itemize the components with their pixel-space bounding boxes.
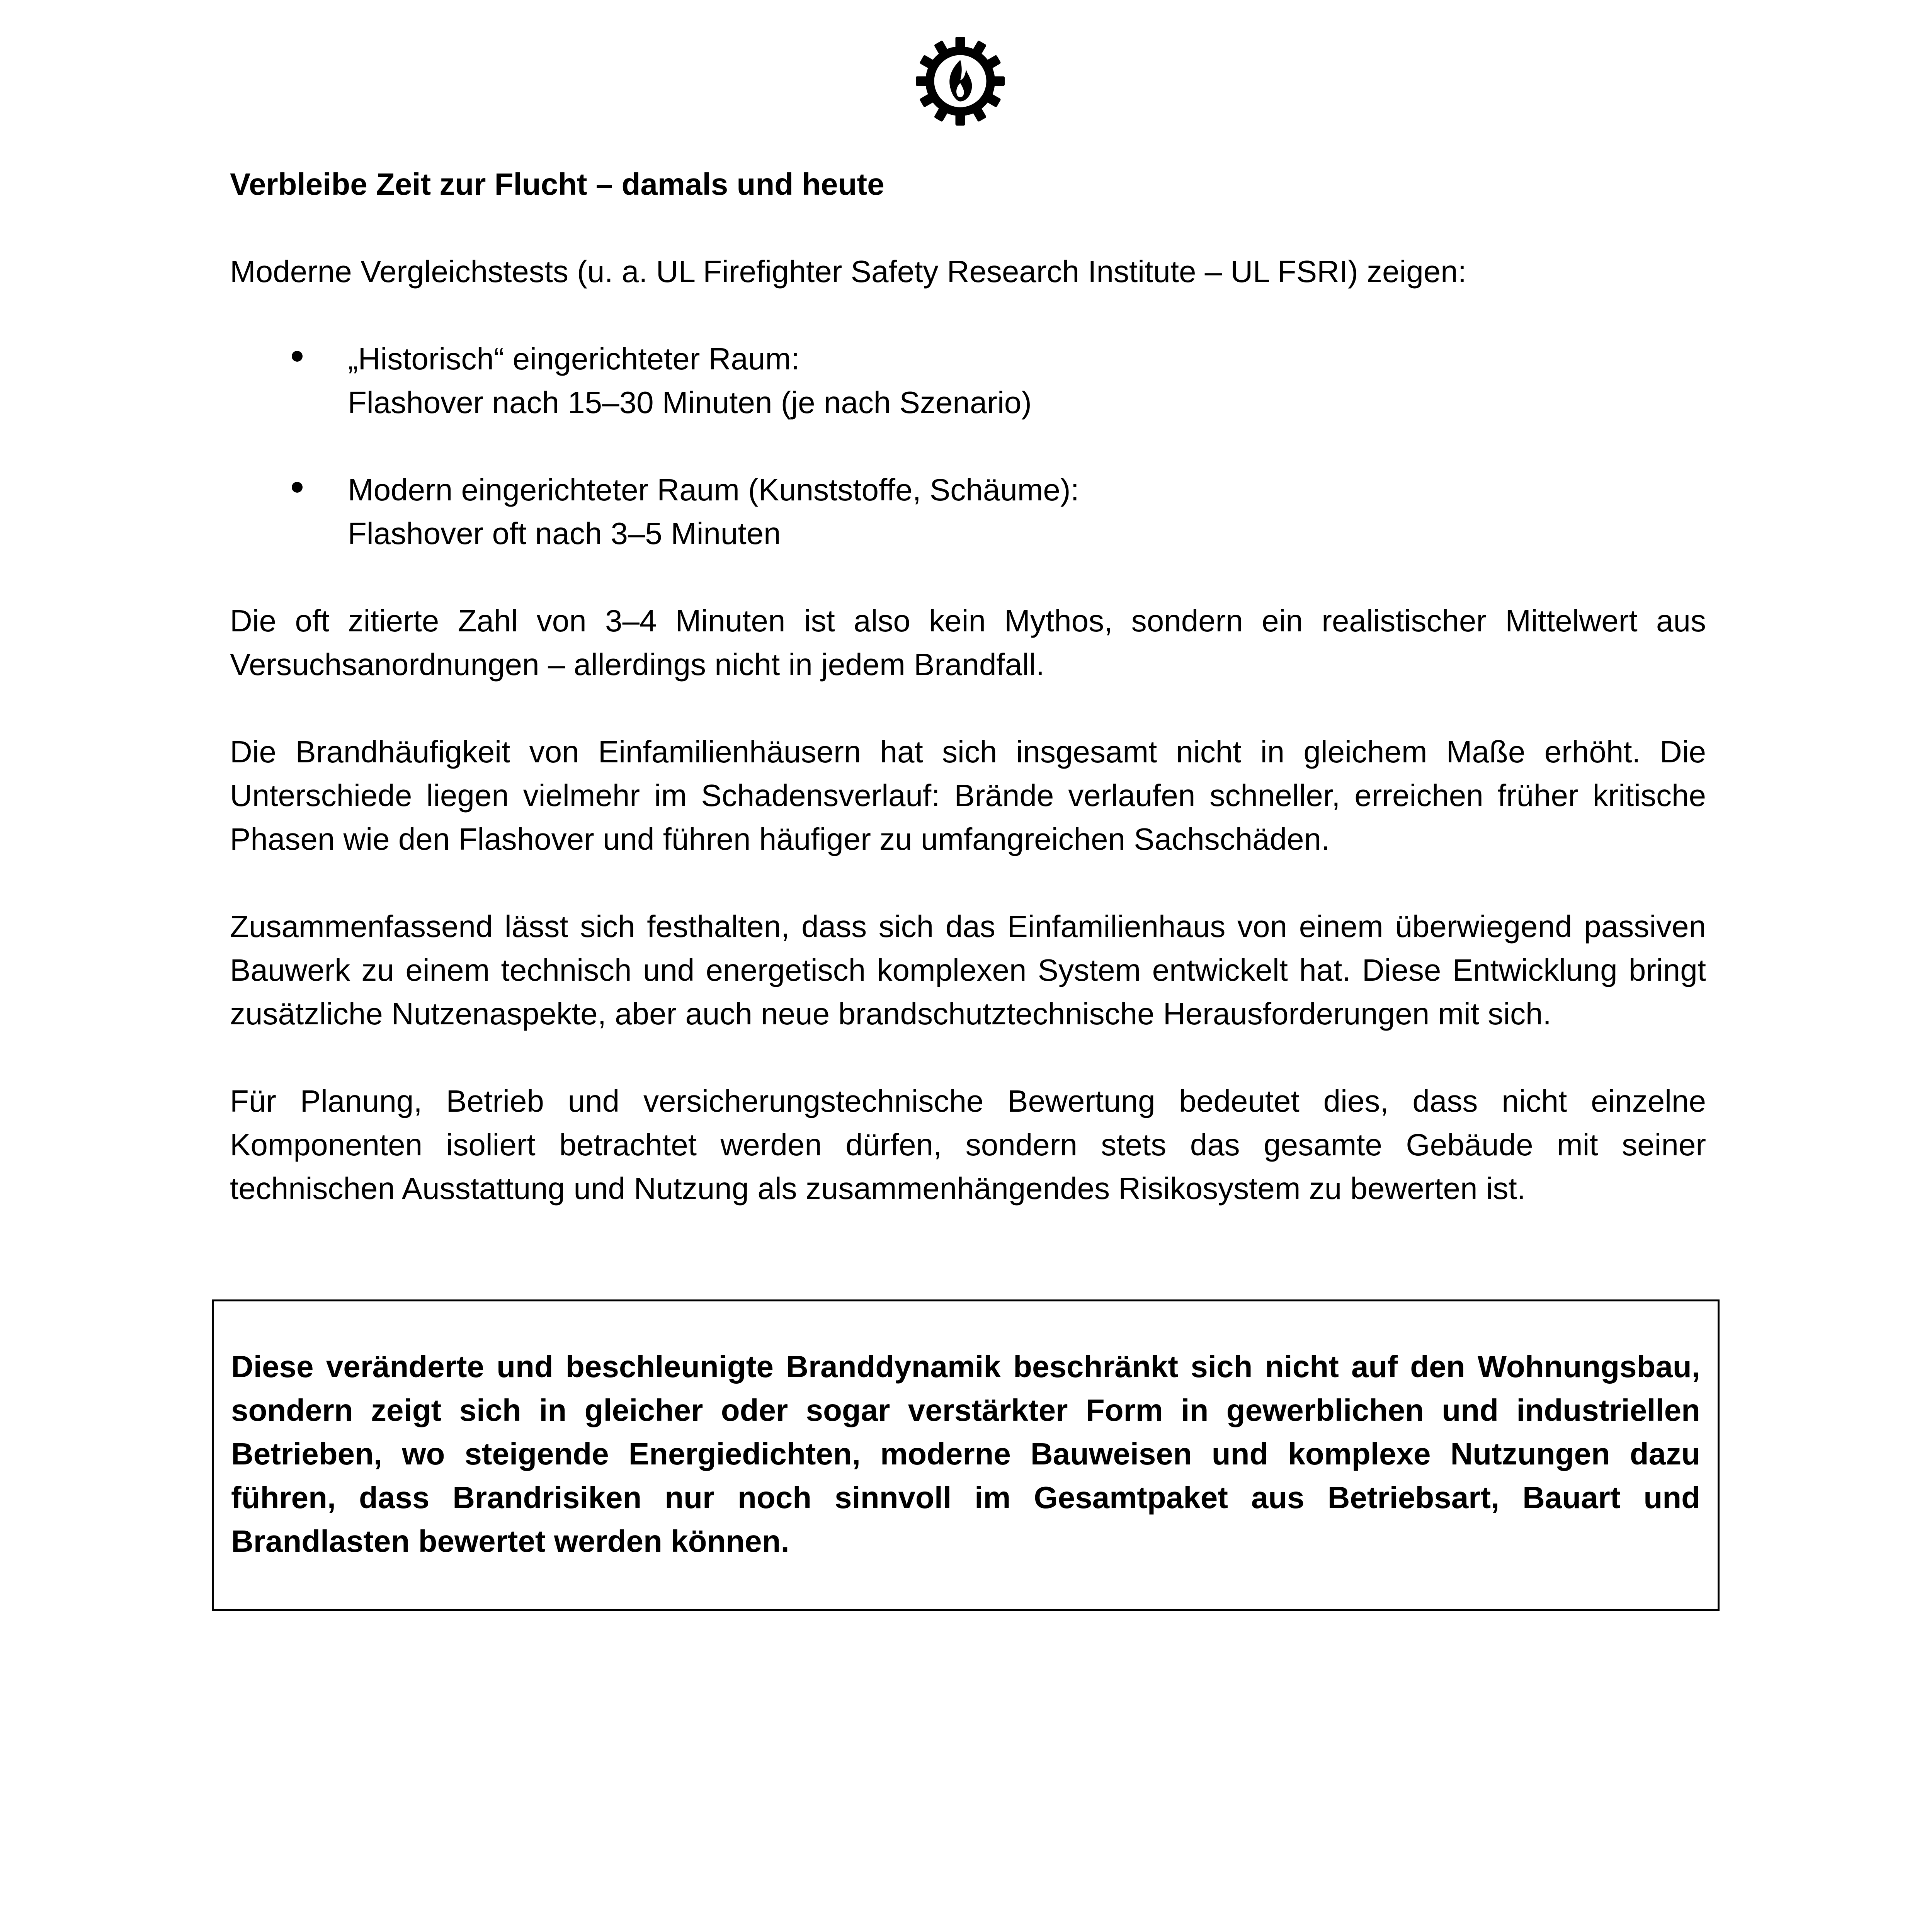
paragraph-zusammenfassung: Zusammenfassend lässt sich festhalten, dass sich das Einfamilienhaus von einem überwiegend passiven Bauwerk zu einem technisch und energetisch komplexen System entwickelt hat. Diese Entwicklung bringt zusätzliche Nutzenaspekte, aber auch neue brandschutztechnische Herausforderungen mit sich. [230,909,1706,1031]
bullet-item-historical [230,337,1706,424]
intro-paragraph: Moderne Vergleichstests (u. a. UL Firefighter Safety Research Institute – UL FSRI) zeigen: [230,254,1466,289]
bullet-icon [292,482,303,493]
bullet-item-modern [230,468,1706,555]
gear-flame-logo-icon [912,33,1009,129]
bullet-detail: Flashover nach 15–30 Minuten (je nach Szenario) [348,385,1032,420]
callout-text: Diese veränderte und beschleunigte Branddynamik beschränkt sich nicht auf den Wohnungsbau, sondern zeigt sich in gleicher oder sogar verstärkter Form in gewerblichen und industriellen Betrieben, wo steigende Energiedichten, moderne Bauweisen und komplexe Nutzungen dazu führen, dass Brandrisiken nur noch sinnvoll im Gesamtpaket aus Betriebsart, Bauart und Brandlasten bewertet werden können. [231,1349,1700,1558]
section-heading: Verbleibe Zeit zur Flucht – damals und heute [230,167,885,201]
paragraph-brandhaeufigkeit: Die Brandhäufigkeit von Einfamilienhäusern hat sich insgesamt nicht in gleichem Maße erhöht. Die Unterschiede liegen vielmehr im Schadensverlauf: Brände verlaufen schneller, erreichen früher kritische Phasen wie den Flashover und führen häufiger zu umfangreichen Sachschäden. [230,735,1706,856]
bullet-title: „Historisch“ eingerichteter Raum: [348,342,800,376]
paragraph-mythos: Die oft zitierte Zahl von 3–4 Minuten ist also kein Mythos, sondern ein realistischer Mittelwert aus Versuchsanordnungen – allerdings nicht in jedem Brandfall. [230,604,1706,682]
bullet-list [230,337,1706,555]
page-content [230,162,1706,1254]
bullet-icon [292,351,303,362]
paragraph-bewertung: Für Planung, Betrieb und versicherungstechnische Bewertung bedeutet dies, dass nicht einzelne Komponenten isoliert betrachtet werden dürfen, sondern stets das gesamte Gebäude mit seiner technischen Ausstattung und Nutzung als zusammenhängendes Risikosystem zu bewerten ist. [230,1084,1706,1206]
callout-box [212,1299,1720,1611]
bullet-title: Modern eingerichteter Raum (Kunststoffe, Schäume): [348,473,1079,507]
bullet-detail: Flashover oft nach 3–5 Minuten [348,516,781,551]
